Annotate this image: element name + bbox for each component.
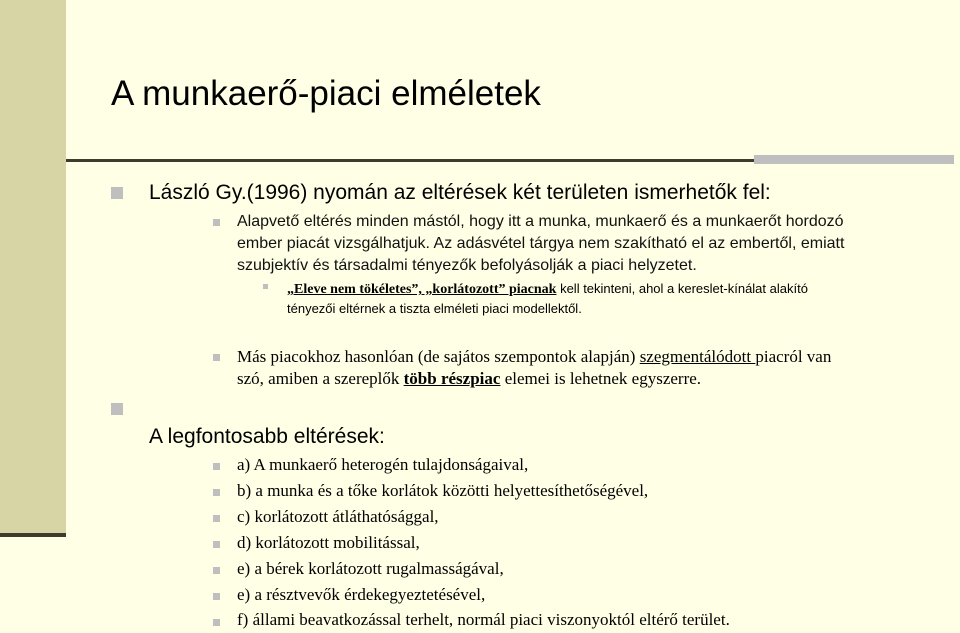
bullet-square-icon bbox=[213, 463, 220, 470]
subpoint-line1 bbox=[287, 279, 808, 300]
slide-title: A munkaerő-piaci elméletek bbox=[111, 74, 541, 113]
list-item: e) a bérek korlátozott rugalmasságával, bbox=[237, 559, 504, 578]
bullet-square-icon bbox=[111, 187, 123, 199]
list-item: c) korlátozott átláthatósággal, bbox=[237, 507, 439, 526]
bullet-square-icon bbox=[213, 354, 220, 361]
subpoint-bold-text: „Eleve nem tökéletes”, „korlátozott” piacnak bbox=[287, 282, 557, 297]
subpoint-line2: tényezői eltérnek a tiszta elméleti piaci modellektől. bbox=[287, 301, 582, 316]
bullet-square-icon bbox=[263, 284, 268, 289]
list-item: a) A munkaerő heterogén tulajdonságaival, bbox=[237, 455, 529, 474]
point2-text-subsegments: több részpiac bbox=[403, 369, 501, 388]
point2-line1 bbox=[237, 346, 831, 368]
list-item: f) állami beavatkozással terhelt, normál piaci viszonyoktól eltérő terület. bbox=[237, 610, 730, 629]
bullet-square-icon bbox=[111, 403, 123, 415]
differences-heading: A legfontosabb eltérések: bbox=[149, 425, 385, 448]
point2-line2 bbox=[237, 368, 701, 390]
point2-text-segmented: szegmentálódott bbox=[639, 347, 756, 366]
intro-text: László Gy.(1996) nyomán az eltérések két területen ismerhetők fel: bbox=[149, 181, 771, 204]
list-item: d) korlátozott mobilitással, bbox=[237, 533, 420, 552]
bullet-square-icon bbox=[213, 489, 220, 496]
point1-line1: Alapvető eltérés minden mástól, hogy itt a munka, munkaerő és a munkaerőt hordozó bbox=[237, 213, 844, 230]
left-decor-band bbox=[0, 0, 66, 535]
bullet-square-icon bbox=[213, 219, 220, 226]
list-item: e) a résztvevők érdekegyeztetésével, bbox=[237, 585, 486, 604]
bullet-square-icon bbox=[213, 619, 220, 626]
bullet-square-icon bbox=[213, 541, 220, 548]
point2-text-d: szó, amiben a szereplők bbox=[237, 369, 404, 388]
title-underline bbox=[66, 159, 760, 162]
subpoint-rest-text: kell tekinteni, ahol a kereslet-kínálat alakító bbox=[556, 281, 808, 296]
bullet-square-icon bbox=[213, 515, 220, 522]
list-item: b) a munka és a tőke korlátok közötti helyettesíthetőségével, bbox=[237, 481, 649, 500]
point1-line2: ember piacát vizsgálhatjuk. Az adásvétel tárgya nem szakítható el az embertől, emiatt bbox=[237, 235, 845, 252]
point1-line3: szubjektív és társadalmi tényezők befolyásolják a piaci helyzetet. bbox=[237, 257, 697, 274]
bullet-square-icon bbox=[213, 593, 220, 600]
bullet-square-icon bbox=[213, 567, 220, 574]
title-underline-accent bbox=[754, 155, 954, 164]
point2-text-f: elemei is lehetnek egyszerre. bbox=[500, 369, 702, 388]
point2-text-c: piacról van bbox=[755, 347, 832, 366]
point2-text-a: Más piacokhoz hasonlóan (de sajátos szempontok alapján) bbox=[237, 347, 640, 366]
left-decor-rule bbox=[0, 533, 66, 537]
